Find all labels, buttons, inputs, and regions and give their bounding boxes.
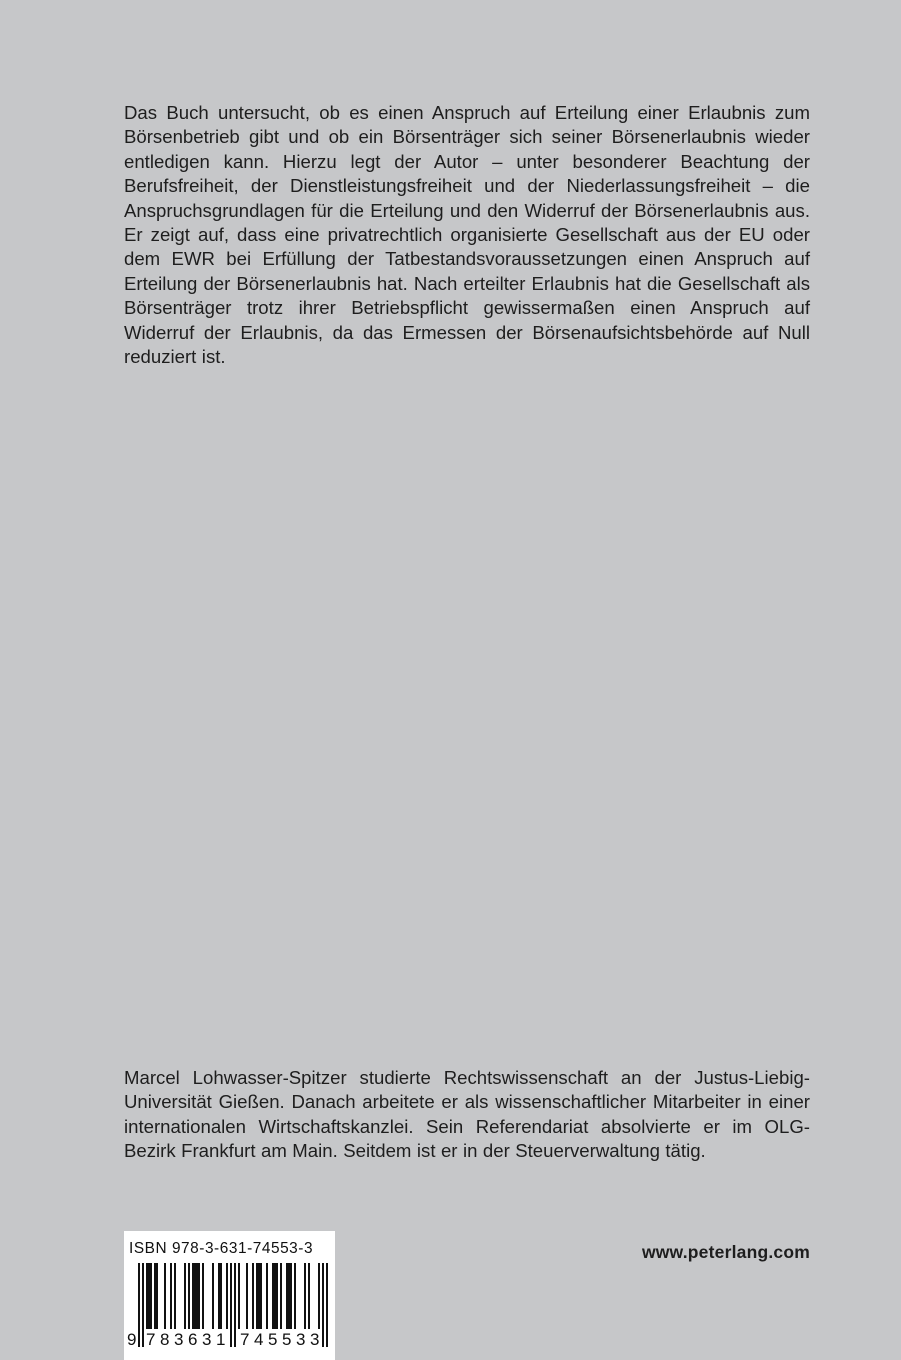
barcode-bar: [194, 1263, 196, 1329]
barcode-bar: [220, 1263, 222, 1329]
barcode-digit: 3: [296, 1330, 306, 1349]
barcode-bar: [260, 1263, 262, 1329]
barcode-digit: 8: [160, 1330, 170, 1349]
barcode-digit: 3: [202, 1330, 212, 1349]
barcode-bar: [234, 1263, 236, 1347]
barcode-digit: 7: [146, 1330, 156, 1349]
barcode-bar: [212, 1263, 214, 1329]
barcode-bar: [318, 1263, 320, 1329]
barcode-bar: [322, 1263, 324, 1347]
barcode-bar: [150, 1263, 152, 1329]
barcode-bar: [280, 1263, 282, 1329]
barcode-bar: [184, 1263, 186, 1329]
barcode-bar: [226, 1263, 228, 1329]
barcode-bar: [188, 1263, 190, 1329]
barcode-bar: [202, 1263, 204, 1329]
barcode-bar: [156, 1263, 158, 1329]
barcode-bar: [272, 1263, 274, 1329]
author-biography: Marcel Lohwasser-Spitzer studierte Rechtswissenschaft an der Justus-Liebig-Universität Gießen. Danach arbeitete er als wissenschaftlicher Mitarbeiter in einer internationalen Wirtschaftskanzlei. Sein Referendariat absolvierte er im OLG-Bezirk Frankfurt am Main. Seitdem ist er in der Steuerverwaltung tätig.: [124, 1067, 810, 1162]
barcode-digit: 3: [174, 1330, 184, 1349]
barcode-bar: [138, 1263, 140, 1347]
barcode-bar: [192, 1263, 194, 1329]
barcode-bar: [294, 1263, 296, 1329]
barcode-bar: [230, 1263, 232, 1347]
barcode-bar: [196, 1263, 198, 1329]
barcode-bar: [146, 1263, 148, 1329]
barcode-digit: 9: [127, 1330, 137, 1349]
barcode-digit: 4: [254, 1330, 264, 1349]
barcode-bar: [238, 1263, 240, 1329]
barcode-bar: [164, 1263, 166, 1329]
barcode-bar: [148, 1263, 150, 1329]
barcode-bar: [288, 1263, 290, 1329]
barcode-bar: [266, 1263, 268, 1329]
barcode-bar: [170, 1263, 172, 1329]
isbn-barcode: [124, 1231, 335, 1360]
barcode-digit: 6: [188, 1330, 198, 1349]
barcode-bar: [258, 1263, 260, 1329]
barcode-bar: [274, 1263, 276, 1329]
publisher-website: www.peterlang.com: [641, 1242, 810, 1262]
barcode-bar: [142, 1263, 144, 1347]
barcode-digit: 5: [282, 1330, 292, 1349]
barcode-digit: 5: [268, 1330, 278, 1349]
book-description: Das Buch untersucht, ob es einen Anspruch auf Erteilung einer Erlaubnis zum Börsenbetrieb gibt und ob ein Börsenträger sich seiner Börsenerlaubnis wieder entledigen kann. Hierzu legt der Autor – unter besonderer Beachtung der Berufsfreiheit, der Dienstleistungsfreiheit und der Niederlassungsfreiheit – die Anspruchsgrundlagen für die Erteilung und den Widerruf der Börsenerlaubnis aus. Er zeigt auf, dass eine privatrechtlich organisierte Gesellschaft aus der EU oder dem EWR bei Erfüllung der Tatbestandsvoraussetzungen einen Anspruch auf Erteilung der Börsenerlaubnis hat. Nach erteilter Erlaubnis hat die Gesellschaft als Börsenträger trotz ihrer Betriebspflicht gewissermaßen einen Anspruch auf Widerruf der Erlaubnis, da das Ermessen der Börsenaufsichtsbehörde auf Null reduziert ist.: [124, 102, 810, 368]
barcode-bar: [198, 1263, 200, 1329]
barcode-bar: [246, 1263, 248, 1329]
barcode-bar: [174, 1263, 176, 1329]
barcode-digit: 1: [216, 1330, 226, 1349]
barcode-bar: [218, 1263, 220, 1329]
isbn-label: ISBN 978-3-631-74553-3: [129, 1240, 314, 1257]
barcode-bar: [154, 1263, 156, 1329]
barcode-bar: [290, 1263, 292, 1329]
barcode-bar: [286, 1263, 288, 1329]
barcode-bar: [276, 1263, 278, 1329]
barcode-bar: [252, 1263, 254, 1329]
barcode-digit: 7: [240, 1330, 250, 1349]
barcode-bar: [308, 1263, 310, 1329]
barcode-bar: [326, 1263, 328, 1347]
barcode-bar: [304, 1263, 306, 1329]
barcode-digit: 3: [310, 1330, 320, 1349]
barcode-bar: [256, 1263, 258, 1329]
